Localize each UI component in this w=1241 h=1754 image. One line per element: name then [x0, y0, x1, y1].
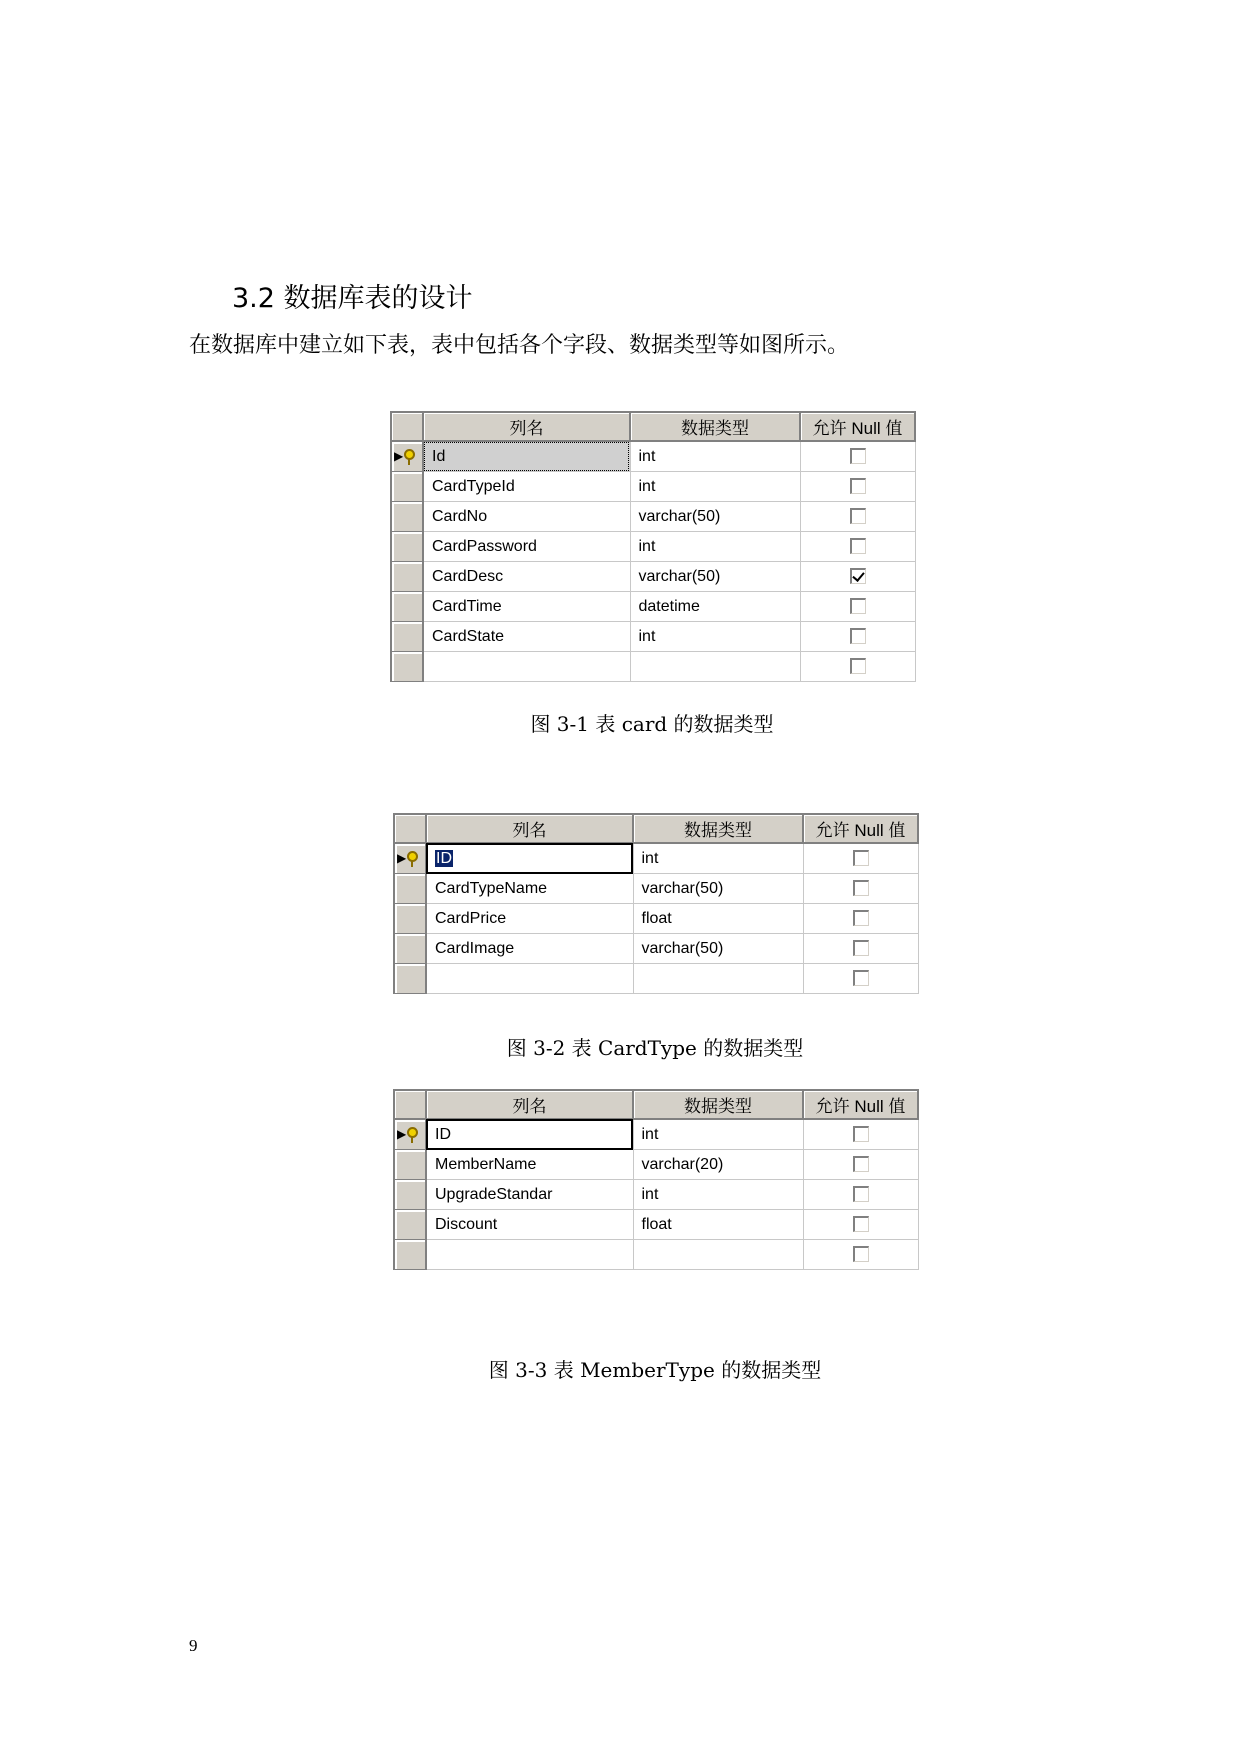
column-name-cell[interactable] [423, 532, 630, 562]
data-type-cell[interactable] [633, 1180, 803, 1210]
row-selector[interactable] [391, 472, 423, 502]
allow-null-checkbox[interactable] [853, 880, 869, 896]
data-type-cell[interactable] [630, 472, 800, 502]
column-name-cell[interactable] [423, 592, 630, 622]
data-type-cell[interactable] [630, 562, 800, 592]
column-name-text: UpgradeStandar [435, 1185, 553, 1203]
row-selector[interactable] [394, 874, 426, 904]
row-selector[interactable] [391, 562, 423, 592]
row-selector[interactable] [394, 843, 426, 874]
allow-null-cell [800, 652, 915, 682]
column-name-text: CardNo [432, 507, 488, 525]
allow-null-cell [800, 622, 915, 652]
column-name-cell[interactable] [426, 1210, 633, 1240]
data-type-text: int [641, 1185, 659, 1203]
column-name-text: ID [435, 1125, 451, 1143]
data-type-text: int [638, 477, 656, 495]
allow-null-checkbox[interactable] [850, 628, 866, 644]
table-row[interactable] [391, 472, 915, 502]
allow-null-checkbox[interactable] [853, 1216, 869, 1232]
row-selector-header [394, 814, 426, 843]
table-row[interactable] [394, 1210, 918, 1240]
primary-key-icon [407, 1127, 418, 1138]
table-row[interactable] [394, 1180, 918, 1210]
column-header-type[interactable]: 数据类型 [630, 412, 800, 441]
row-selector-header [394, 1090, 426, 1119]
column-name-text: CardState [432, 627, 505, 645]
row-selector[interactable] [394, 904, 426, 934]
current-row-arrow-icon: ▶ [394, 449, 404, 463]
column-header-name[interactable]: 列名 [426, 814, 633, 843]
column-name-text: CardTypeId [432, 477, 515, 495]
cardtype-table-grid [393, 813, 919, 994]
section-paragraph: 在数据库中建立如下表，表中包括各个字段、数据类型等如图所示。 [189, 333, 850, 358]
allow-null-cell [803, 904, 918, 934]
allow-null-checkbox[interactable] [853, 940, 869, 956]
allow-null-checkbox[interactable] [853, 1246, 869, 1262]
column-name-text: ID [436, 849, 452, 867]
grid-header-row [391, 412, 915, 441]
row-selector[interactable] [394, 964, 426, 994]
column-name-cell[interactable] [426, 1240, 633, 1270]
table-row[interactable] [391, 592, 915, 622]
data-type-cell[interactable] [630, 592, 800, 622]
column-name-text: CardDesc [432, 567, 504, 585]
data-type-text: int [638, 537, 656, 555]
column-name-cell[interactable] [423, 472, 630, 502]
column-name-cell[interactable] [426, 904, 633, 934]
allow-null-checkbox[interactable] [853, 910, 869, 926]
allow-null-checkbox[interactable] [850, 568, 866, 584]
column-header-type[interactable]: 数据类型 [633, 1090, 803, 1119]
primary-key-icon [407, 851, 418, 862]
primary-key-icon [404, 449, 415, 460]
data-type-text: varchar(50) [641, 879, 724, 897]
row-selector[interactable] [394, 1180, 426, 1210]
allow-null-checkbox[interactable] [853, 1156, 869, 1172]
table-row[interactable] [394, 1119, 918, 1150]
column-name-cell[interactable] [423, 622, 630, 652]
column-name-text: Id [432, 447, 446, 465]
table-row[interactable] [394, 874, 918, 904]
allow-null-checkbox[interactable] [850, 658, 866, 674]
allow-null-checkbox[interactable] [853, 850, 869, 866]
allow-null-cell [800, 502, 915, 532]
column-header-nullable[interactable]: 允许 Null 值 [803, 814, 918, 843]
allow-null-cell [800, 532, 915, 562]
allow-null-cell [803, 1150, 918, 1180]
column-header-name[interactable]: 列名 [423, 412, 630, 441]
grid-header-row [394, 814, 918, 843]
allow-null-checkbox[interactable] [853, 1126, 869, 1142]
allow-null-checkbox[interactable] [853, 970, 869, 986]
data-type-cell[interactable] [630, 441, 800, 472]
allow-null-checkbox[interactable] [850, 538, 866, 554]
data-type-text: int [641, 849, 659, 867]
data-type-text: float [641, 1215, 672, 1233]
row-selector[interactable] [391, 441, 423, 472]
data-type-text: varchar(50) [638, 567, 721, 585]
data-type-cell[interactable] [633, 964, 803, 994]
data-type-cell[interactable] [630, 622, 800, 652]
grid-header-row [394, 1090, 918, 1119]
column-name-text: Discount [435, 1215, 498, 1233]
table-row[interactable] [391, 532, 915, 562]
column-header-nullable[interactable]: 允许 Null 值 [800, 412, 915, 441]
row-selector[interactable] [394, 934, 426, 964]
table-row[interactable] [391, 652, 915, 682]
row-selector[interactable] [394, 1240, 426, 1270]
row-selector[interactable] [394, 1210, 426, 1240]
data-type-text: float [641, 909, 672, 927]
allow-null-cell [803, 1210, 918, 1240]
row-selector[interactable] [394, 1150, 426, 1180]
table-row[interactable] [391, 562, 915, 592]
allow-null-cell [800, 562, 915, 592]
data-type-cell[interactable] [633, 1240, 803, 1270]
allow-null-cell [803, 1240, 918, 1270]
column-name-cell[interactable] [423, 652, 630, 682]
row-selector-header [391, 412, 423, 441]
data-type-cell[interactable] [633, 1210, 803, 1240]
allow-null-cell [800, 592, 915, 622]
current-row-arrow-icon: ▶ [397, 851, 407, 865]
table-row[interactable] [391, 441, 915, 472]
column-header-nullable[interactable]: 允许 Null 值 [803, 1090, 918, 1119]
data-type-text: int [638, 627, 656, 645]
allow-null-cell [803, 1119, 918, 1150]
column-name-cell[interactable] [426, 934, 633, 964]
data-type-text: int [641, 1125, 659, 1143]
data-type-cell[interactable] [633, 1119, 803, 1150]
data-type-cell[interactable] [633, 904, 803, 934]
table-row[interactable] [394, 1150, 918, 1180]
column-name-cell[interactable] [426, 843, 633, 874]
row-selector[interactable] [391, 532, 423, 562]
membertype-table-grid [393, 1089, 919, 1270]
allow-null-checkbox[interactable] [853, 1186, 869, 1202]
row-selector[interactable] [391, 652, 423, 682]
row-selector[interactable] [394, 1119, 426, 1150]
column-header-name[interactable]: 列名 [426, 1090, 633, 1119]
column-name-text: CardTypeName [435, 879, 548, 897]
data-type-cell[interactable] [630, 532, 800, 562]
allow-null-cell [803, 1180, 918, 1210]
column-header-type[interactable]: 数据类型 [633, 814, 803, 843]
allow-null-checkbox[interactable] [850, 508, 866, 524]
column-name-cell[interactable] [426, 964, 633, 994]
table-row[interactable] [391, 502, 915, 532]
column-name-cell[interactable] [426, 1119, 633, 1150]
data-type-cell[interactable] [633, 934, 803, 964]
column-name-text: CardPassword [432, 537, 537, 555]
data-type-text: varchar(50) [641, 939, 724, 957]
column-name-text: CardImage [435, 939, 515, 957]
allow-null-cell [803, 843, 918, 874]
column-name-cell[interactable] [426, 1150, 633, 1180]
allow-null-cell [800, 441, 915, 472]
column-name-text: CardPrice [435, 909, 507, 927]
current-row-arrow-icon: ▶ [397, 1127, 407, 1141]
section-heading: 3.2 数据库表的设计 [232, 283, 473, 314]
data-type-text: varchar(50) [638, 507, 721, 525]
data-type-text: int [638, 447, 656, 465]
card-table-grid [390, 411, 916, 682]
data-type-cell[interactable] [633, 874, 803, 904]
data-type-text: datetime [638, 597, 700, 615]
row-selector[interactable] [391, 592, 423, 622]
column-name-cell[interactable] [423, 502, 630, 532]
row-selector[interactable] [391, 622, 423, 652]
data-type-text: varchar(20) [641, 1155, 724, 1173]
allow-null-cell [803, 964, 918, 994]
column-name-text: CardTime [432, 597, 502, 615]
column-name-cell[interactable] [426, 1180, 633, 1210]
allow-null-cell [803, 874, 918, 904]
table-row[interactable] [394, 1240, 918, 1270]
page-number: 9 [189, 1636, 198, 1655]
column-name-text: MemberName [435, 1155, 537, 1173]
data-type-cell[interactable] [630, 652, 800, 682]
allow-null-cell [800, 472, 915, 502]
table-row[interactable] [394, 904, 918, 934]
allow-null-checkbox[interactable] [850, 448, 866, 464]
allow-null-checkbox[interactable] [850, 598, 866, 614]
allow-null-cell [803, 934, 918, 964]
column-name-cell[interactable] [423, 441, 630, 472]
table-row[interactable] [394, 934, 918, 964]
column-name-cell[interactable] [426, 874, 633, 904]
row-selector[interactable] [391, 502, 423, 532]
table-row[interactable] [394, 964, 918, 994]
data-type-cell[interactable] [633, 1150, 803, 1180]
column-name-cell[interactable] [423, 562, 630, 592]
table-row[interactable] [394, 843, 918, 874]
data-type-cell[interactable] [630, 502, 800, 532]
data-type-cell[interactable] [633, 843, 803, 874]
figure-caption-3-1: 图 3-1 表 card 的数据类型 [530, 712, 774, 736]
table-row[interactable] [391, 622, 915, 652]
figure-caption-3-2: 图 3-2 表 CardType 的数据类型 [506, 1036, 804, 1060]
figure-caption-3-3: 图 3-3 表 MemberType 的数据类型 [488, 1358, 822, 1382]
allow-null-checkbox[interactable] [850, 478, 866, 494]
